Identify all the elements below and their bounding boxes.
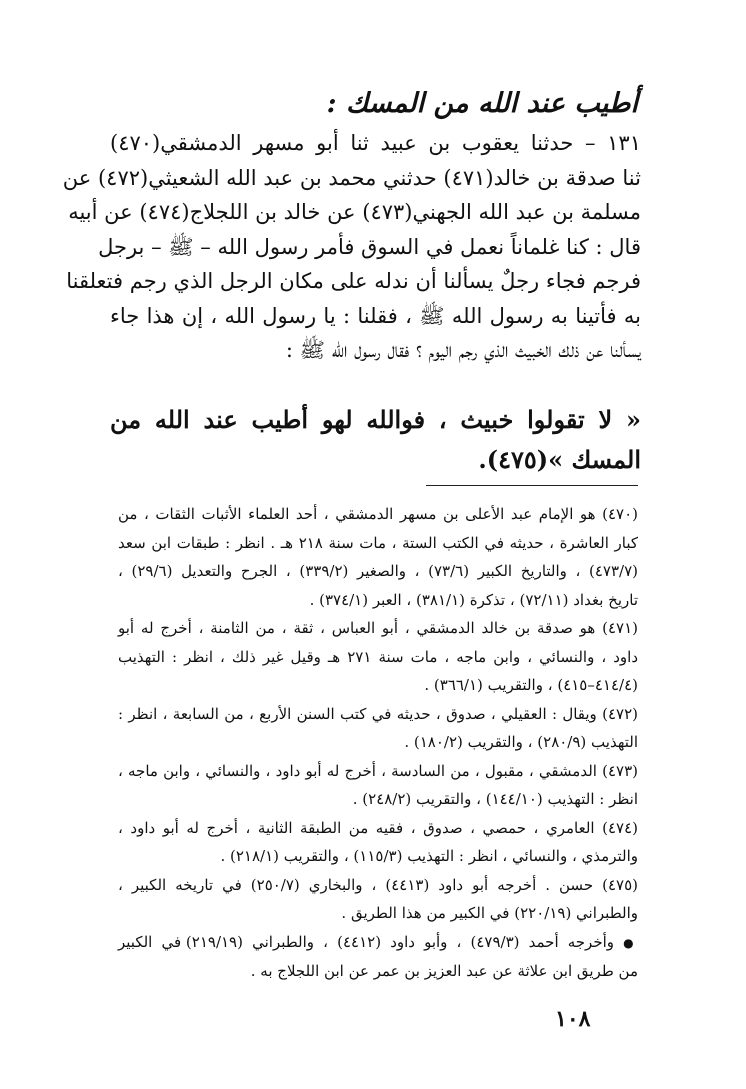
text-line: قال : كنا غلماناً نعمل في السوق فأمر رسول الله – ﷺ – برجل [98,234,641,259]
footnote-line: التهذيب (٢٨٠/٩) ، والتقريب (١٨٠/٢) . [404,733,638,751]
footnote-line: انظر : التهذيب (١٤٤/١٠) ، والتقريب (٢٤٨/٢) . [352,790,638,808]
footnote-line: (٤٧٢) ويقال : العقيلي ، صدوق ، حديثه في كتب السنن الأربع ، من السابعة ، انظر : [118,704,638,723]
text-line: به فأتينا به رسول الله ﷺ ، فقلنا : يا رسول الله ، إن هذا جاء [110,303,641,328]
footnote-line: (٤٧٠) هو الإمام عبد الأعلى بن مسهر الدمشقي ، أحد العلماء الأثبات الثقات ، من [118,505,638,523]
text-line: يسألنا عن ذلك الخبيث الذي رجم اليوم ؟ فقال رسول الله ﷺ : [285,338,641,362]
hadith-line: المسك »(٤٧٥). [478,445,641,474]
hadith-line: « لا تقولوا خبيث ، فوالله لهو أطيب عند الله من [110,405,641,434]
footnote-line: كبار العاشرة ، حديثه في الكتب الستة ، مات سنة ٢١٨ هـ . انظر : طبقات ابن سعد [118,533,639,552]
footnote-line: داود ، والنسائي ، وابن ماجه ، مات سنة ٢٧١ هـ وقيل غير ذلك ، انظر : التهذيب [118,647,639,666]
hadith-isnad-text [62,126,641,368]
footnote-line: (٤٧١) هو صدقة بن خالد الدمشقي ، أبو العباس ، ثقة ، من الثامنة ، أخرج له أبو [118,619,638,637]
footnote-line: (٤١٤/٤–٤١٥) ، والتقريب (٣٦٦/١) . [424,676,638,694]
footnote-line: من طريق ابن علاثة عن عبد العزيز بن عمر عن ابن اللجلاج به . [250,962,638,980]
footnote-line: (٤٧٥) حسن . أخرجه أبو داود (٤٤١٣) ، والبخاري (٢٥٠/٧) في تاريخه الكبير ، [118,875,638,894]
text-line: ثنا صدقة بن خالد(٤٧١) حدثني محمد بن عبد الله الشعيثي(٤٧٢) عن [62,165,641,190]
footnotes [118,500,638,986]
hadith-matn [110,400,641,480]
footnote-text: وأخرجه أحمد (٤٧٩/٣) ، وأبو داود (٤٤١٢) ، والطبراني (٢١٩/١٩) في الكبير [118,932,615,951]
text-line: ١٣١ – حدثنا يعقوب بن عبيد ثنا أبو مسهر الدمشقي(٤٧٠) [110,131,641,155]
bullet-icon: ● [623,935,638,950]
text-line: مسلمة بن عبد الله الجهني(٤٧٣) عن خالد بن اللجلاج(٤٧٤) عن أبيه [68,200,641,224]
footnote-separator [426,485,638,486]
footnote-line: والترمذي ، والنسائي ، انظر : التهذيب (١١٥/٣) ، والتقريب (٢١٨/١) . [220,847,638,865]
page-number: ١٠٨ [555,1006,591,1032]
footnote-line: (٤٧٤) العامري ، حمصي ، صدوق ، فقيه من الطبقة الثانية ، أخرج له أبو داود ، [118,818,638,837]
footnote-line: (٤٧٣/٧) ، والتاريخ الكبير (٧٣/٦) ، والصغير (٣٣٩/٢) ، الجرح والتعديل (٢٩/٦) ، [118,562,639,580]
footnote-line: (٤٧٣) الدمشقي ، مقبول ، من السادسة ، أخرج له أبو داود ، والنسائي ، وابن ماجه ، [118,761,638,780]
section-heading: أطيب عند الله من المسك : [326,88,638,119]
footnote-line: والطبراني (٢٢٠/١٩) في الكبير من هذا الطريق . [341,904,638,922]
footnote-line [118,928,638,958]
text-line: فرجم فجاء رجلٌ يسألنا أن ندله على مكان الرجل الذي رجم فتعلقنا [66,269,641,293]
footnote-line: تاريخ بغداد (٧٢/١١) ، تذكرة (٣٨١/١) ، العبر (٣٧٤/١) . [309,590,638,609]
